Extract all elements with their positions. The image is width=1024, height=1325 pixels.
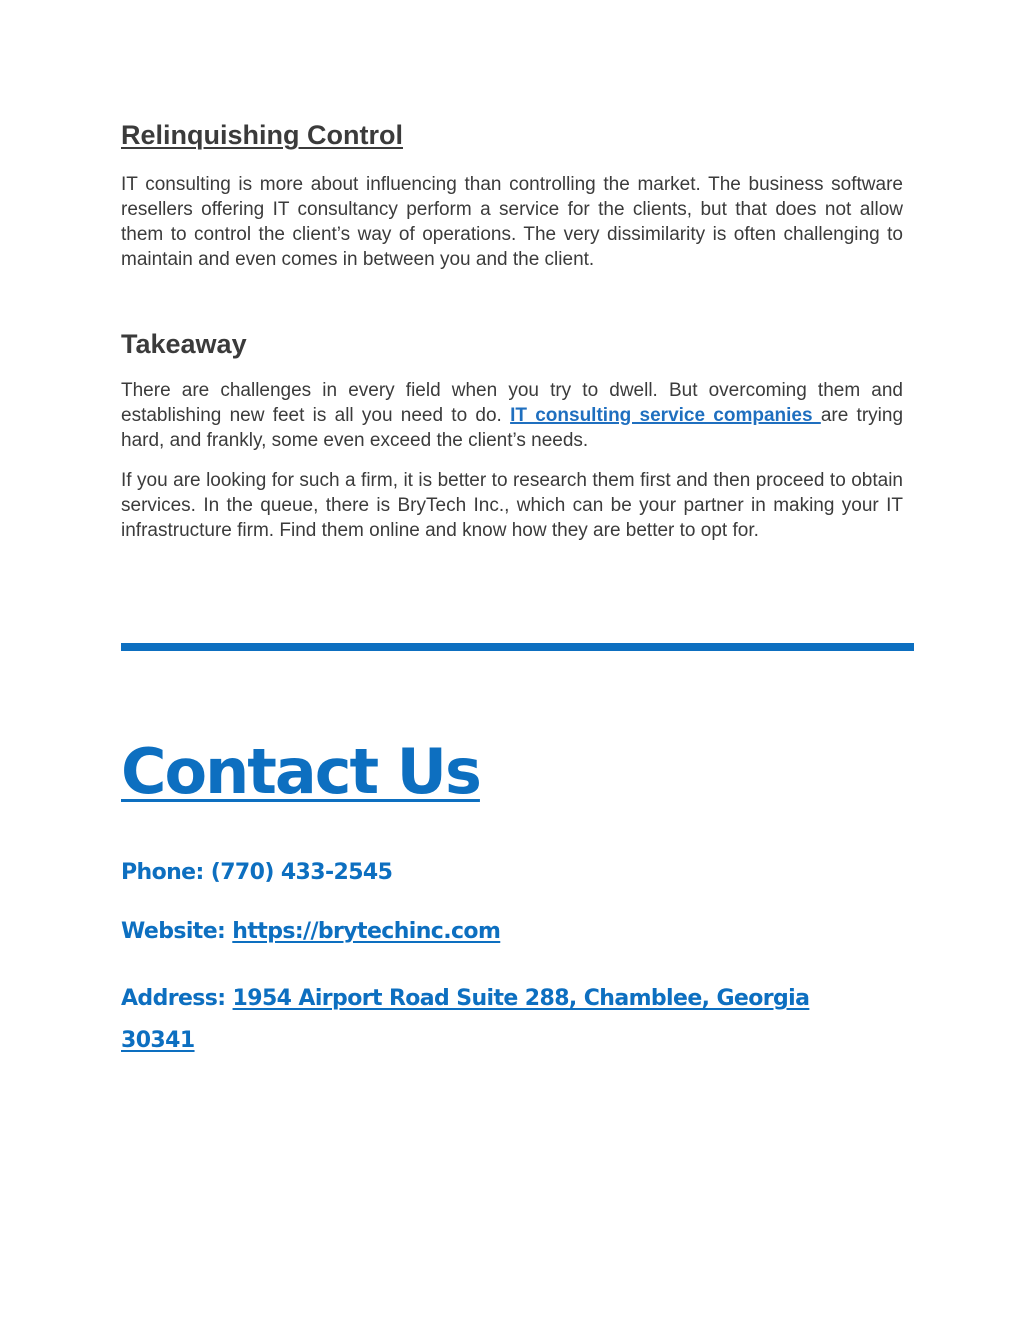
section-heading-takeaway: Takeaway: [121, 329, 247, 359]
section-heading-relinquishing-control: Relinquishing Control: [121, 120, 403, 150]
paragraph-takeaway: [121, 378, 903, 453]
takeaway-text-after: are trying hard, and frankly, some even exceed the client’s needs.: [121, 405, 904, 451]
paragraph-relinquishing-control: IT consulting is more about influencing than controlling the market. The business software resellers offering IT consultancy perform a service for the clients, but that does not allow them to control the client’s way of operations. The very dissimilarity is often challenging to maintain and even comes in between you and the client.: [121, 174, 903, 270]
website-link[interactable]: https://brytechinc.com: [232, 919, 501, 944]
it-consulting-companies-link[interactable]: IT consulting service companies: [510, 405, 821, 426]
contact-website: [121, 919, 500, 944]
address-link[interactable]: 1954 Airport Road Suite 288, Chamblee, Georgia 30341: [121, 986, 810, 1053]
section-divider: [121, 643, 914, 651]
phone-label: Phone:: [121, 860, 211, 885]
contact-title: Contact Us: [121, 735, 480, 808]
website-label: Website:: [121, 919, 233, 944]
address-label: Address:: [121, 986, 233, 1011]
takeaway-text-before: There are challenges in every field when you try to dwell. But overcoming them and establishing new feet is all you need to do.: [121, 380, 903, 426]
contact-address: [121, 978, 881, 1062]
phone-value: (770) 433-2545: [210, 860, 393, 885]
paragraph-recommendation: If you are looking for such a firm, it is better to research them first and then proceed to obtain services. In the queue, there is BryTech Inc., which can be your partner in making your IT infrastructure firm. Find them online and know how they are better to opt for.: [121, 470, 903, 541]
contact-phone: [121, 860, 392, 885]
